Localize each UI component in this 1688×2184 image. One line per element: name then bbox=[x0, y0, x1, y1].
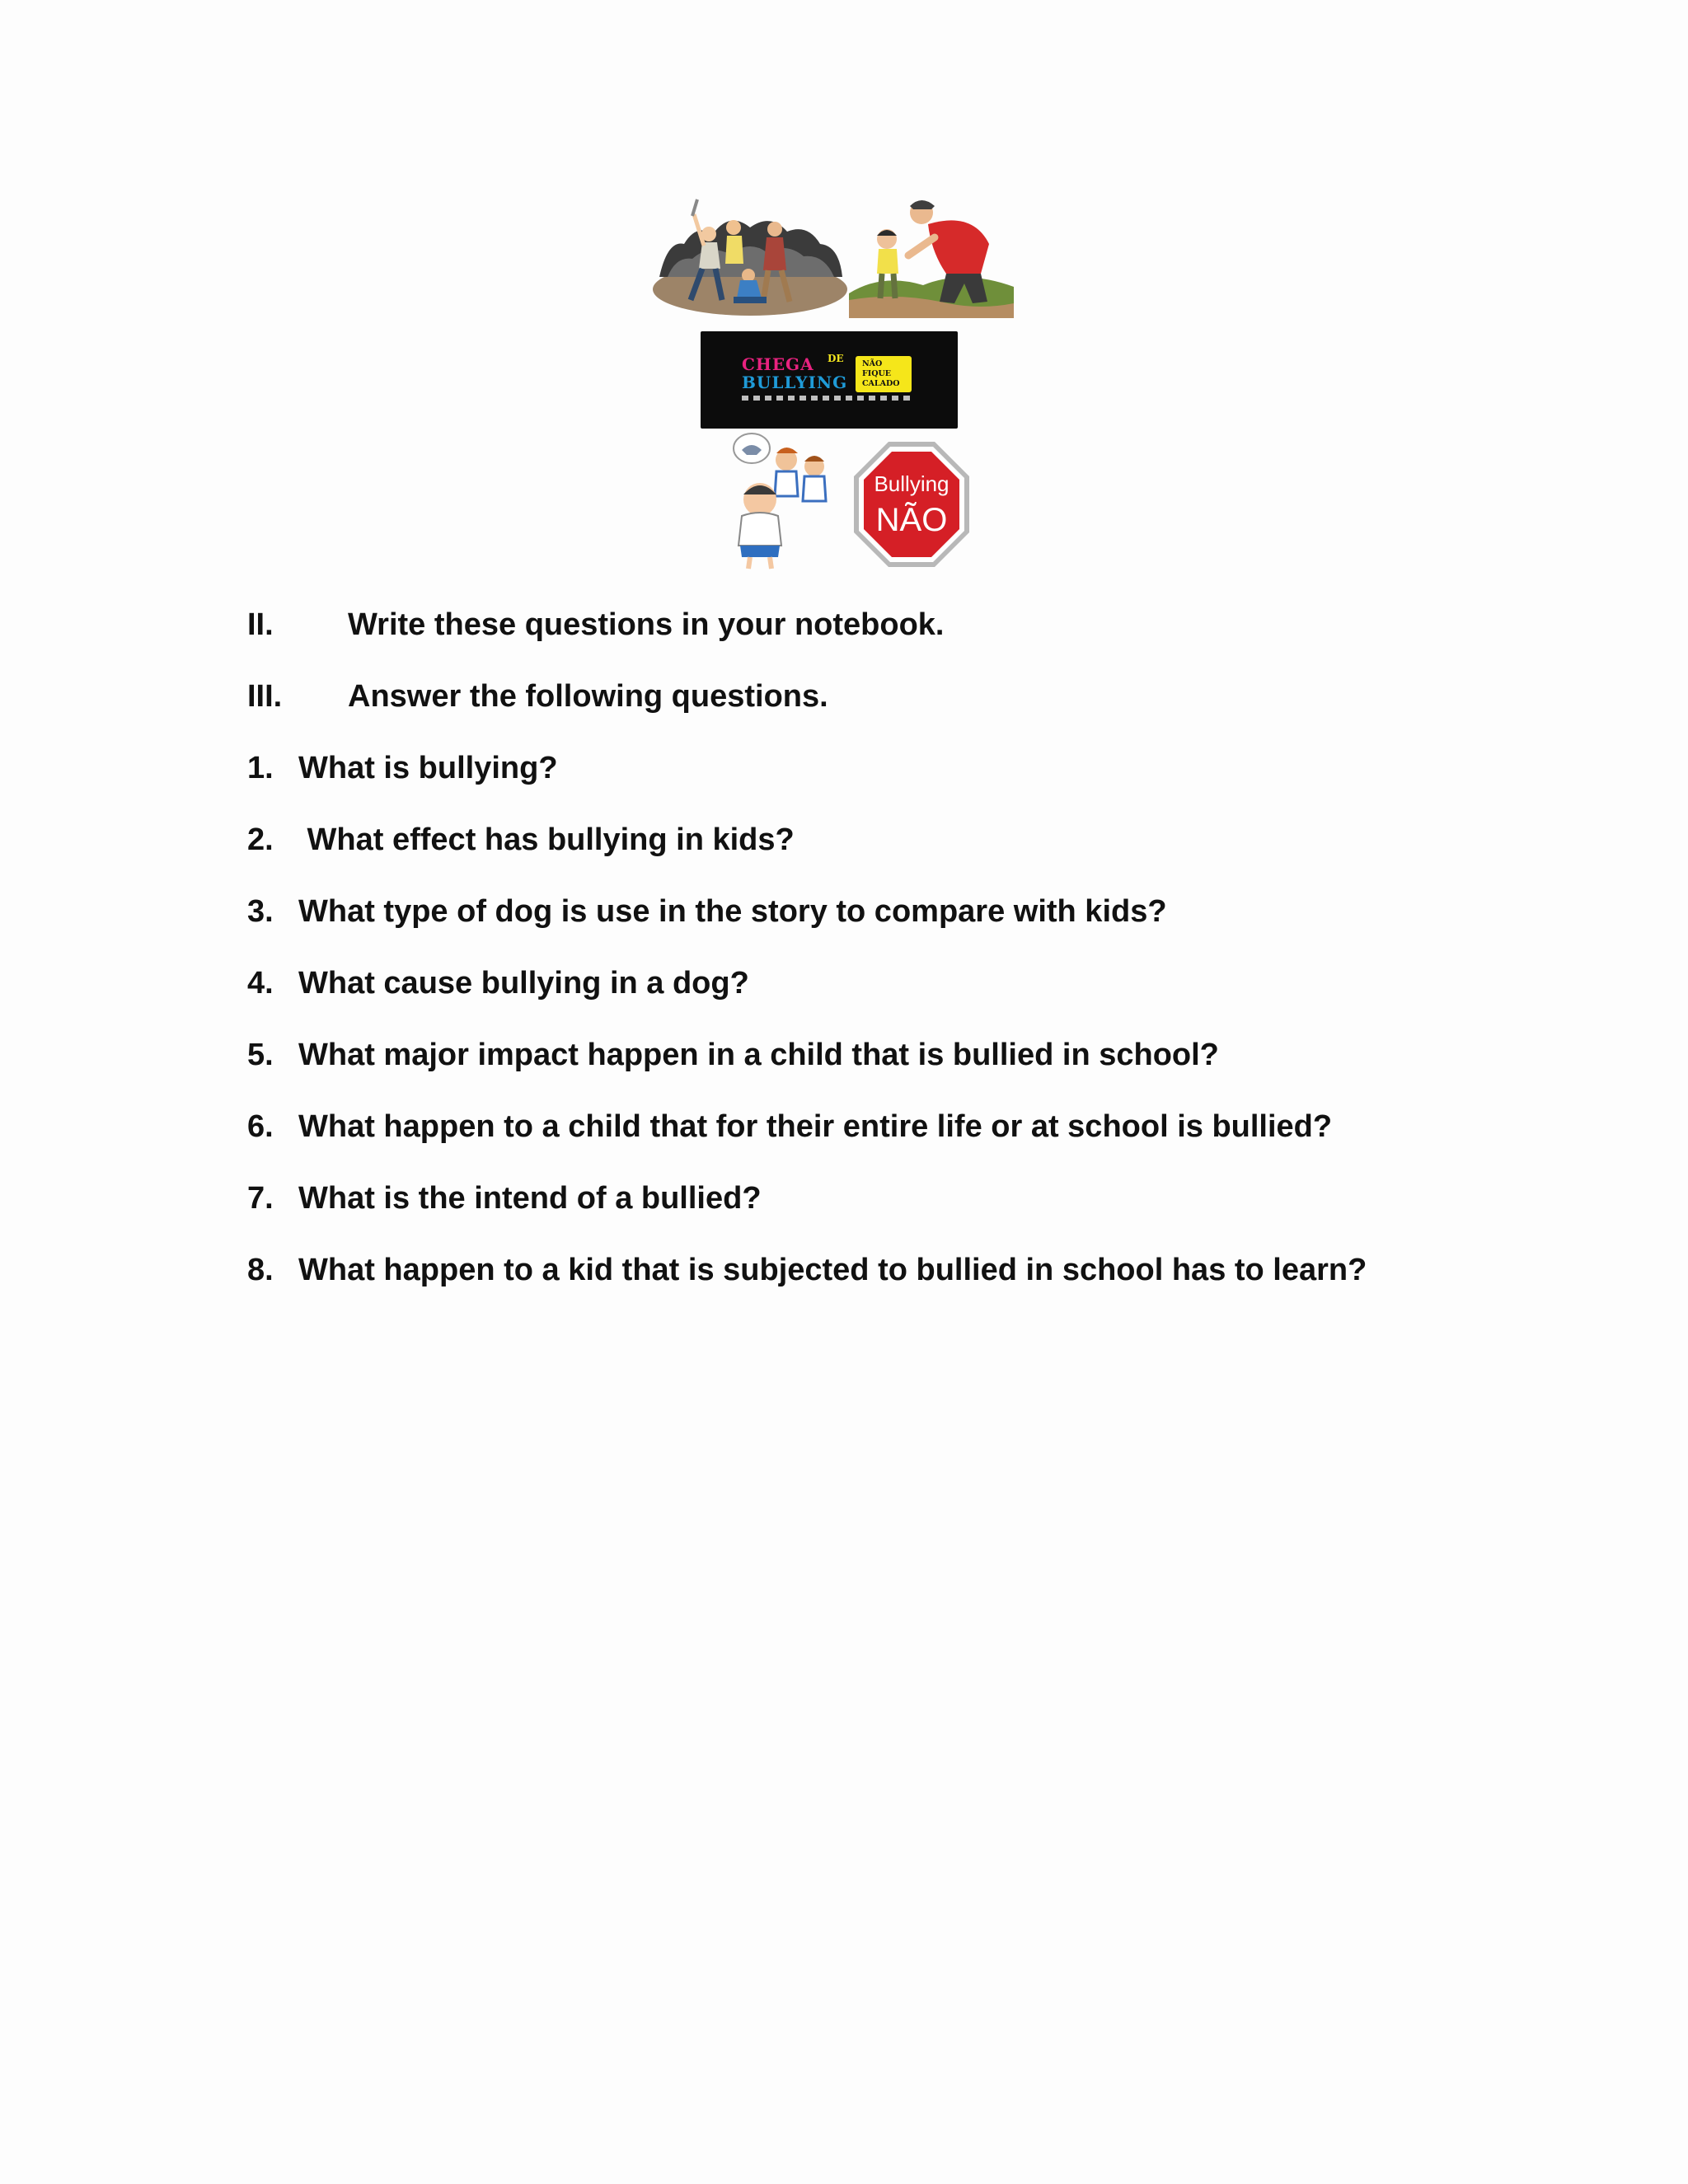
question-text: What happen to a kid that is subjected to bullied in school has to learn? bbox=[298, 1253, 1367, 1287]
bullies-fighting-illustration bbox=[651, 194, 849, 318]
adult-and-child-illustration bbox=[849, 194, 1014, 318]
question-number: 8. bbox=[247, 1253, 274, 1287]
question-text: What major impact happen in a child that is bullied in school? bbox=[298, 1038, 1219, 1072]
banner-line2: BULLYING bbox=[742, 373, 848, 392]
question-number: 4. bbox=[247, 966, 274, 1001]
question-number: 6. bbox=[247, 1109, 274, 1144]
question-text: What is the intend of a bullied? bbox=[298, 1181, 762, 1216]
instruction-number: II. bbox=[247, 607, 274, 642]
stop-sign-bottom-text: NÃO bbox=[875, 502, 948, 538]
question-number: 2. bbox=[247, 823, 274, 857]
instruction-text: Write these questions in your notebook. bbox=[348, 607, 945, 642]
banner-line1-suffix: DE bbox=[828, 353, 844, 364]
question-number: 3. bbox=[247, 894, 274, 929]
banner-line1: CHEGA bbox=[742, 354, 814, 374]
question-text: What is bullying? bbox=[298, 751, 558, 785]
question-number: 7. bbox=[247, 1181, 274, 1216]
stop-sign-top-text: Bullying bbox=[874, 471, 950, 496]
banner-speech-bubble bbox=[856, 356, 912, 392]
question-text: What happen to a child that for their entire life or at school is bullied? bbox=[298, 1109, 1333, 1144]
question-number: 5. bbox=[247, 1038, 274, 1072]
bubble-line-2: FIQUE bbox=[862, 369, 891, 378]
question-text: What effect has bullying in kids? bbox=[298, 823, 795, 857]
bullied-child-illustration bbox=[727, 430, 831, 572]
instruction-number: III. bbox=[247, 679, 283, 714]
stop-sign-icon bbox=[851, 438, 973, 570]
question-number: 1. bbox=[247, 751, 274, 785]
question-text: What cause bullying in a dog? bbox=[298, 966, 749, 1001]
instruction-text: Answer the following questions. bbox=[348, 679, 828, 714]
bubble-line-3: CALADO bbox=[862, 379, 900, 388]
banner-dashes bbox=[742, 396, 915, 401]
bubble-line-1: NÃO bbox=[862, 359, 883, 368]
question-text: What type of dog is use in the story to compare with kids? bbox=[298, 894, 1167, 929]
anti-bullying-banner bbox=[701, 331, 958, 429]
